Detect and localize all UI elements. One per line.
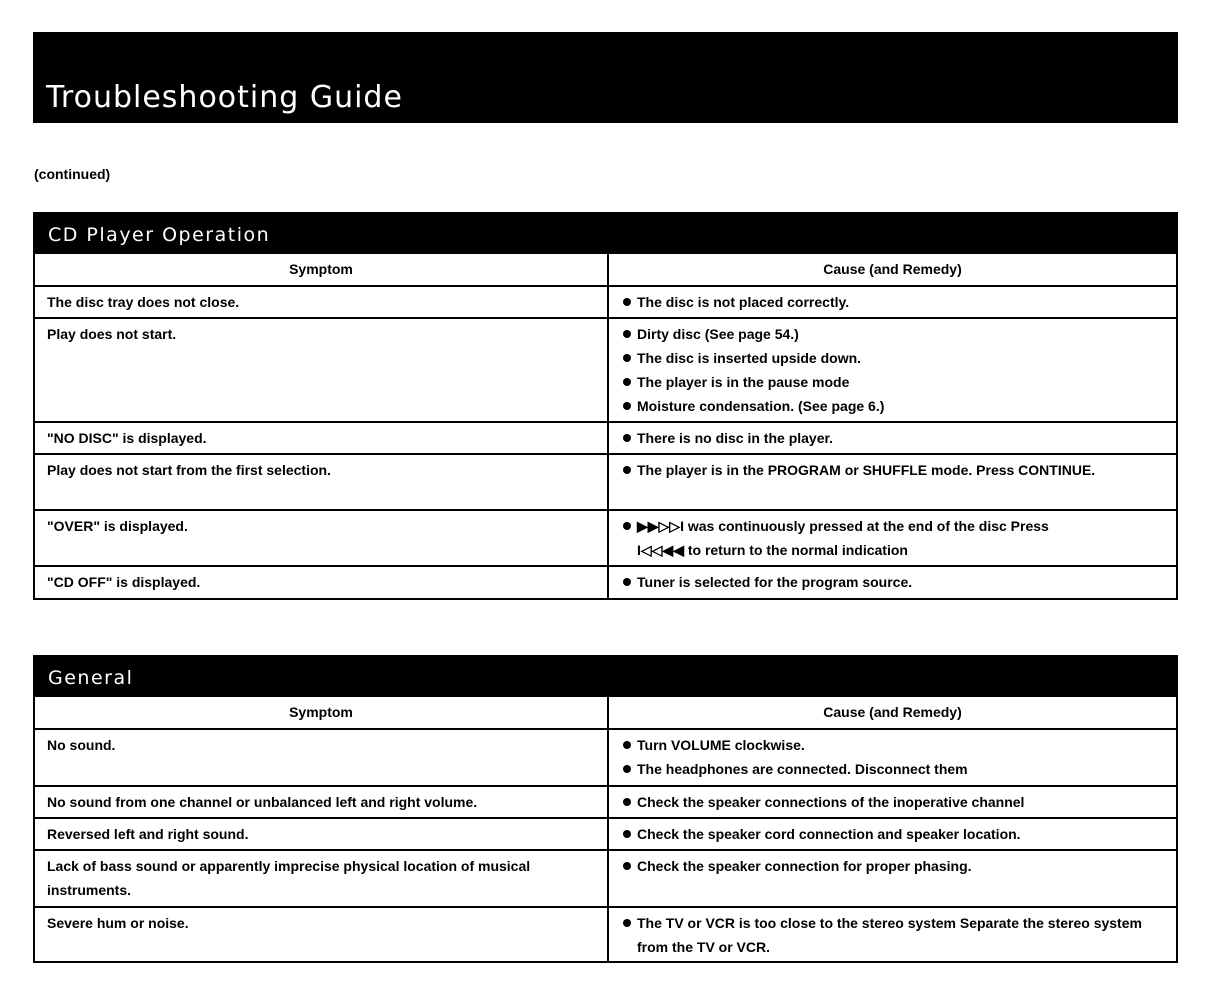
symptom-cell: Reversed left and right sound. <box>35 818 608 850</box>
cause-item: The disc is inserted upside down. <box>621 346 1164 370</box>
title-bar <box>33 32 1178 123</box>
cause-item: The player is in the PROGRAM or SHUFFLE mode. Press CONTINUE. <box>621 458 1164 482</box>
cause-cell <box>608 566 1176 598</box>
table-row <box>35 786 1176 818</box>
continued-label: (continued) <box>34 166 111 182</box>
column-header-cause: Cause (and Remedy) <box>608 697 1176 729</box>
cause-item: The player is in the pause mode <box>621 370 1164 394</box>
cause-item: There is no disc in the player. <box>621 426 1164 450</box>
symptom-cell: No sound from one channel or unbalanced left and right volume. <box>35 786 608 818</box>
table-row <box>35 422 1176 454</box>
table-row <box>35 454 1176 510</box>
cause-item: The disc is not placed correctly. <box>621 290 1164 314</box>
cause-item: The headphones are connected. Disconnect them <box>621 757 1164 781</box>
cause-item: Check the speaker cord connection and speaker location. <box>621 822 1164 846</box>
section-heading: General <box>35 657 1176 697</box>
table-row <box>35 286 1176 318</box>
table-row <box>35 818 1176 850</box>
column-header-symptom: Symptom <box>35 254 608 286</box>
table-header-row <box>35 254 1176 286</box>
symptom-cell: "CD OFF" is displayed. <box>35 566 608 598</box>
symptom-cell: Lack of bass sound or apparently imprecise physical location of musical instruments. <box>35 850 608 907</box>
cause-cell <box>608 454 1176 510</box>
cause-cell <box>608 422 1176 454</box>
cause-cell <box>608 286 1176 318</box>
troubleshooting-table <box>35 697 1176 961</box>
table-row <box>35 510 1176 566</box>
cause-item: ▶▶▷▷I was continuously pressed at the end of the disc Press I◁◁◀◀ to return to the normal indication <box>621 514 1164 562</box>
cause-item: Check the speaker connection for proper phasing. <box>621 854 1164 878</box>
section-heading: CD Player Operation <box>35 214 1176 254</box>
troubleshooting-table <box>35 254 1176 598</box>
symptom-cell: Play does not start. <box>35 318 608 422</box>
column-header-symptom: Symptom <box>35 697 608 729</box>
cause-cell <box>608 907 1176 961</box>
cause-cell <box>608 510 1176 566</box>
cause-cell <box>608 850 1176 907</box>
cause-item: Tuner is selected for the program source. <box>621 570 1164 594</box>
table-row <box>35 318 1176 422</box>
symptom-cell: Severe hum or noise. <box>35 907 608 961</box>
cause-cell <box>608 786 1176 818</box>
table-header-row <box>35 697 1176 729</box>
page-title: Troubleshooting Guide <box>46 80 403 115</box>
symptom-cell: The disc tray does not close. <box>35 286 608 318</box>
cause-cell <box>608 318 1176 422</box>
cause-cell <box>608 818 1176 850</box>
table-row <box>35 566 1176 598</box>
cause-item: Moisture condensation. (See page 6.) <box>621 394 1164 418</box>
cause-item: The TV or VCR is too close to the stereo system Separate the stereo system from the TV or VCR. <box>621 911 1164 959</box>
cause-item: Turn VOLUME clockwise. <box>621 733 1164 757</box>
cause-item: Check the speaker connections of the inoperative channel <box>621 790 1164 814</box>
symptom-cell: Play does not start from the first selection. <box>35 454 608 510</box>
cause-cell <box>608 729 1176 786</box>
symptom-cell: "NO DISC" is displayed. <box>35 422 608 454</box>
symptom-cell: No sound. <box>35 729 608 786</box>
symptom-cell: "OVER" is displayed. <box>35 510 608 566</box>
column-header-cause: Cause (and Remedy) <box>608 254 1176 286</box>
cause-item: Dirty disc (See page 54.) <box>621 322 1164 346</box>
table-row <box>35 850 1176 907</box>
table-row <box>35 907 1176 961</box>
table-row <box>35 729 1176 786</box>
section-general <box>33 655 1178 963</box>
section-cd-player-operation <box>33 212 1178 600</box>
